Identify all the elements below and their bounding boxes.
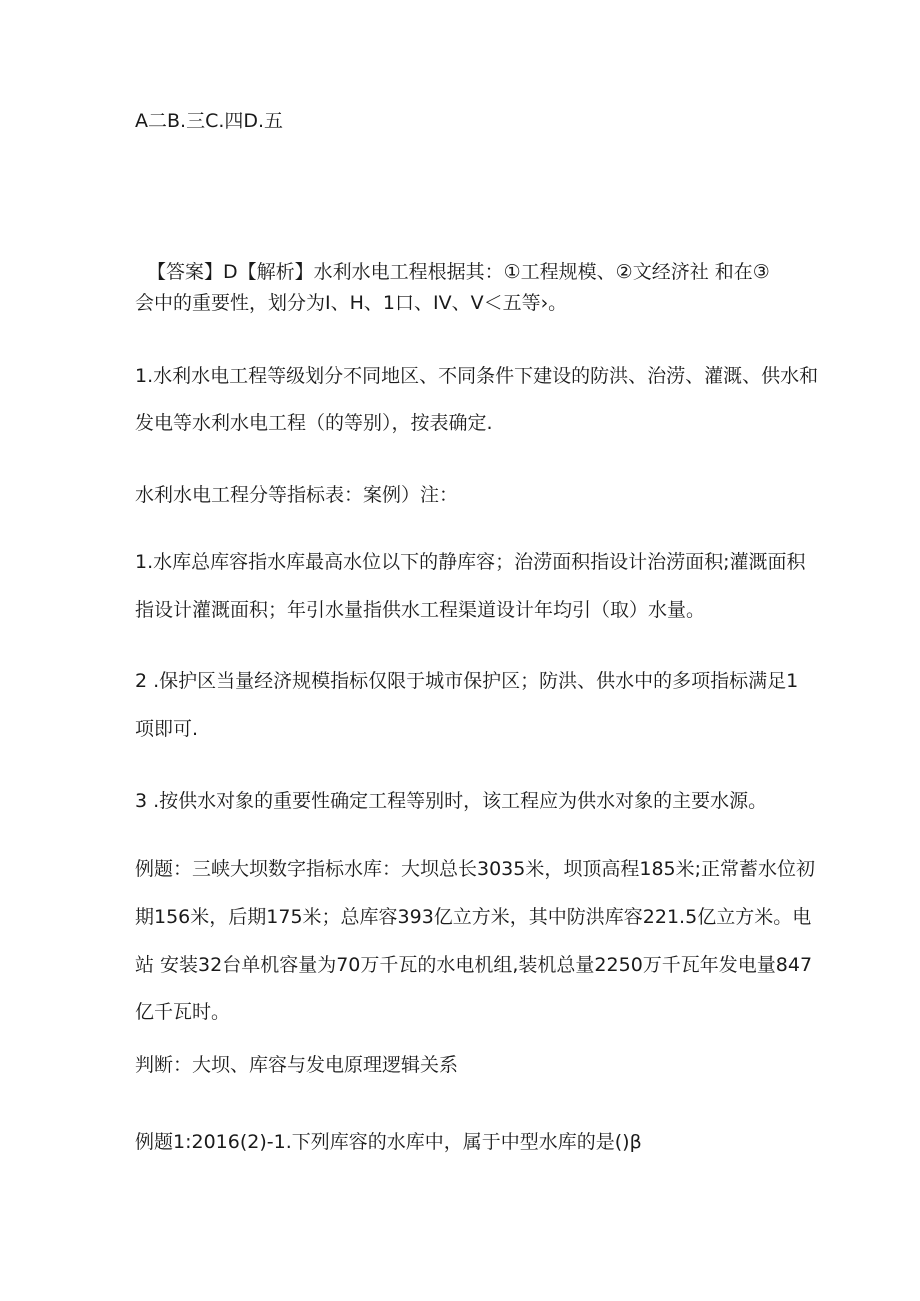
para1-line-1: 1.水利水电工程等级划分不同地区、不同条件下建设的防洪、治涝、灌溉、供水和 [135, 365, 819, 387]
note1-line-2: 指设计灌溉面积；年引水量指供水工程渠道设计年均引（取）水量。 [135, 599, 706, 621]
example-line-3: 站 安装32台单机容量为70万千瓦的水电机组,装机总量2250万千瓦年发电量847 [135, 954, 813, 976]
judge-line: 判断：大坝、库容与发电原理逻辑关系 [135, 1054, 459, 1076]
note1-line-1: 1.水库总库容指水库最高水位以下的静库容；治涝面积指设计治涝面积;灌溉面积 [135, 551, 806, 573]
answer-line-1: 【答案】D【解析】水利水电工程根据其：①工程规模、②文经济社 和在③ [147, 261, 770, 283]
options-line: A二B.三C.四D.五 [135, 110, 284, 132]
table-note: 水利水电工程分等指标表：案例）注： [135, 484, 459, 506]
example-line-2: 期156米，后期175米；总库容393亿立方米，其中防洪库容221.5亿立方米。电 [135, 906, 812, 928]
note2-line-2: 项即可. [135, 718, 199, 740]
note3: 3 .按供水对象的重要性确定工程等别时，该工程应为供水对象的主要水源。 [135, 790, 768, 812]
answer-line-2: 会中的重要性，划分为I、H、1口、IV、V＜五等›。 [135, 292, 568, 314]
para1-line-2: 发电等水利水电工程（的等别），按表确定. [135, 412, 493, 434]
example-line-1: 例题：三峡大坝数字指标水库：大坝总长3035米，坝顶高程185米;正常蓄水位初 [135, 858, 816, 880]
example1-line: 例题1:2016(2)-1.下列库容的水库中，属于中型水库的是()β [135, 1131, 642, 1153]
example-line-4: 亿千瓦时。 [135, 1001, 231, 1023]
note2-line-1: 2 .保护区当量经济规模指标仅限于城市保护区；防洪、供水中的多项指标满足1 [135, 670, 799, 692]
